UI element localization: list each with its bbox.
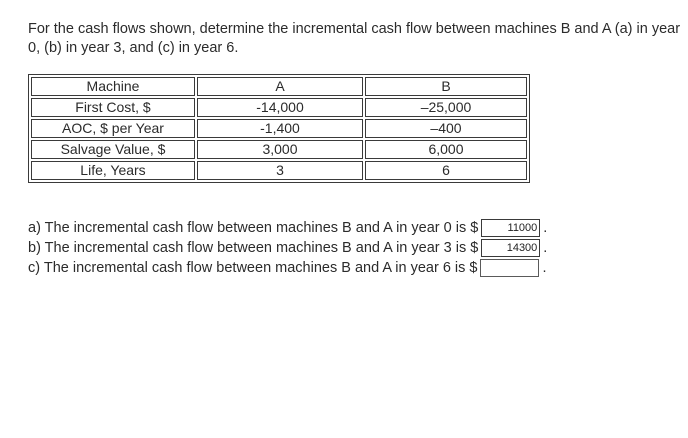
table-cell: –25,000 [365, 98, 527, 117]
table-cell: 3 [197, 161, 363, 180]
answer-c-input[interactable] [480, 259, 539, 277]
table-cell: 6 [365, 161, 527, 180]
answer-b-prompt: b) The incremental cash flow between machines B and A in year 3 is $ [28, 240, 479, 256]
answer-c-suffix: . [542, 260, 547, 276]
question-text: For the cash flows shown, determine the incremental cash flow between machines B and A (a) in year 0, (b) in year 3, and (c) in year 6. [28, 21, 681, 56]
answer-c-prompt: c) The incremental cash flow between machines B and A in year 6 is $ [28, 260, 478, 276]
answer-b-suffix: . [543, 240, 548, 256]
table-cell: Machine [31, 77, 195, 96]
table-cell: 6,000 [365, 140, 527, 159]
table-row [31, 98, 527, 117]
answer-c-line [28, 258, 547, 278]
table-row [31, 119, 527, 138]
table-cell: First Cost, $ [31, 98, 195, 117]
table-cell: Salvage Value, $ [31, 140, 195, 159]
table-cell: 3,000 [197, 140, 363, 159]
table-cell: Life, Years [31, 161, 195, 180]
table-cell: –400 [365, 119, 527, 138]
table-cell: B [365, 77, 527, 96]
table-cell: -1,400 [197, 119, 363, 138]
cash-flow-table [28, 74, 530, 183]
answer-a-input[interactable]: 11000 [481, 219, 540, 237]
answer-b-line [28, 238, 547, 258]
table-row [31, 161, 527, 180]
table-cell: -14,000 [197, 98, 363, 117]
table-row [31, 77, 527, 96]
answer-a-prompt: a) The incremental cash flow between machines B and A in year 0 is $ [28, 220, 479, 236]
answer-a-line [28, 218, 547, 238]
table-row [31, 140, 527, 159]
answer-b-input[interactable]: 14300 [481, 239, 540, 257]
table-cell: A [197, 77, 363, 96]
answers-section [28, 218, 547, 278]
table-cell: AOC, $ per Year [31, 119, 195, 138]
answer-a-suffix: . [543, 220, 548, 236]
